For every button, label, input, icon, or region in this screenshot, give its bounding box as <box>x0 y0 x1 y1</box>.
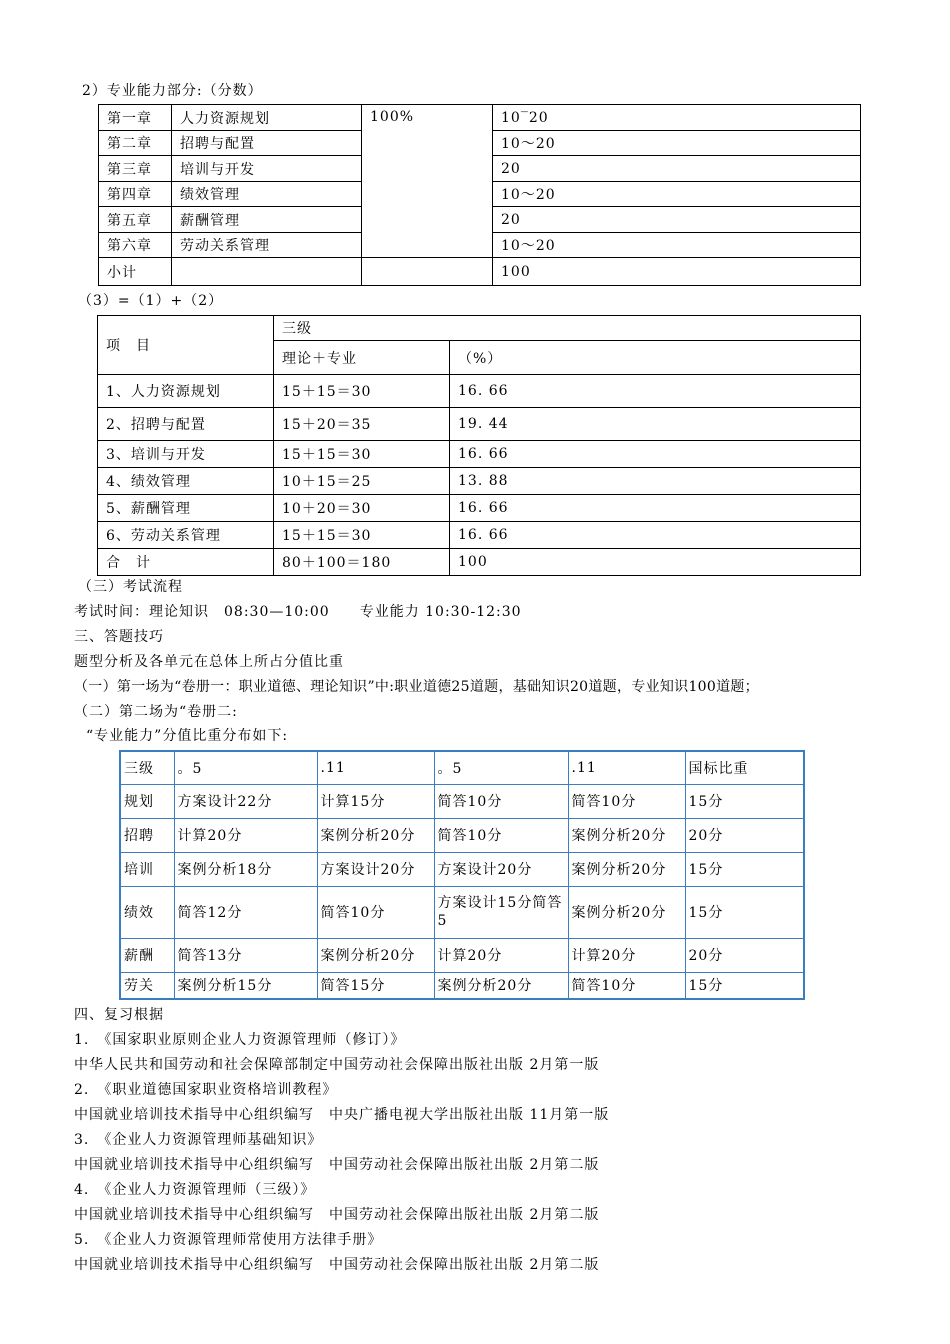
chapter-name-cell: 劳动关系管理 <box>172 233 362 258</box>
value-cell: 案例分析20分 <box>568 818 685 852</box>
total-sum: 80＋100＝180 <box>274 549 450 576</box>
pct-cell: 16. 66 <box>450 375 861 408</box>
item-cell: 5、薪酬管理 <box>98 495 274 522</box>
chapter-cell: 第五章 <box>99 207 172 233</box>
exam-process-heading: （三）考试流程 <box>78 579 183 595</box>
table-row <box>98 522 861 549</box>
score-cell: 10‾20 <box>493 105 861 131</box>
value-cell: 方案设计15分简答5 <box>434 886 568 938</box>
skill-weight-table <box>119 750 805 1000</box>
value-cell: 计算15分 <box>317 784 434 818</box>
weight-cell: 20分 <box>685 818 804 852</box>
analysis-line: 题型分析及各单元在总体上所占分值比重 <box>74 654 344 670</box>
module-cell: 培训 <box>120 852 174 886</box>
weight-cell: 15分 <box>685 852 804 886</box>
pct-cell: 13. 88 <box>450 468 861 495</box>
value-cell: 案例分析20分 <box>568 886 685 938</box>
pct-cell: 19. 44 <box>450 408 861 441</box>
pct-cell: 16. 66 <box>450 522 861 549</box>
table-row <box>98 375 861 408</box>
chapter-cell: 第三章 <box>99 156 172 182</box>
value-cell: 案例分析20分 <box>317 938 434 972</box>
value-cell: 计算20分 <box>434 938 568 972</box>
table-row <box>120 852 804 886</box>
reference-title: 3. 《企业人力资源管理师基础知识》 <box>74 1132 323 1148</box>
header-cell: 三级 <box>120 751 174 784</box>
reference-title: 2. 《职业道德国家职业资格培训教程》 <box>74 1082 338 1098</box>
weight-cell: 15分 <box>685 972 804 999</box>
table-row <box>98 495 861 522</box>
table-row <box>98 408 861 441</box>
answer-tips-heading: 三、答题技巧 <box>74 629 164 645</box>
subtotal-row <box>99 258 861 286</box>
sum-cell: 10＋15＝25 <box>274 468 450 495</box>
value-cell: 计算20分 <box>568 938 685 972</box>
chapter-name-cell: 培训与开发 <box>172 156 362 182</box>
reference-title: 5. 《企业人力资源管理师常使用方法律手册》 <box>74 1232 383 1248</box>
level-three-table <box>97 315 861 576</box>
module-cell: 薪酬 <box>120 938 174 972</box>
reference-detail: 中国就业培训技术指导中心组织编写 中国劳动社会保障出版社出版 2月第二版 <box>74 1157 600 1173</box>
table-row <box>120 972 804 999</box>
score-cell: 10～20 <box>493 233 861 258</box>
chapter-cell: 第六章 <box>99 233 172 258</box>
module-cell: 绩效 <box>120 886 174 938</box>
review-heading: 四、复习根据 <box>74 1007 164 1023</box>
value-cell: 案例分析18分 <box>174 852 317 886</box>
item-cell: 1、人力资源规划 <box>98 375 274 408</box>
total-label: 合 计 <box>98 549 274 576</box>
value-cell: 案例分析20分 <box>317 818 434 852</box>
table-row <box>120 784 804 818</box>
module-cell: 招聘 <box>120 818 174 852</box>
chapter-name-cell: 人力资源规划 <box>172 105 362 131</box>
table-row <box>99 105 861 131</box>
value-cell: 简答15分 <box>317 972 434 999</box>
table-header-row <box>98 316 861 341</box>
section-a-heading: 2）专业能力部分:（分数） <box>82 83 263 99</box>
professional-score-table <box>98 104 861 286</box>
chapter-cell: 第二章 <box>99 131 172 156</box>
subtotal-label: 小计 <box>99 258 172 286</box>
reference-detail: 中国就业培训技术指导中心组织编写 中国劳动社会保障出版社出版 2月第二版 <box>74 1257 600 1273</box>
subtotal-score: 100 <box>493 258 861 286</box>
weight-cell: 15分 <box>685 886 804 938</box>
distribution-intro: “专业能力”分值比重分布如下: <box>86 728 289 744</box>
sum-header: 理论＋专业 <box>274 341 450 375</box>
value-cell: 简答10分 <box>568 784 685 818</box>
header-cell: 国标比重 <box>685 751 804 784</box>
table-row <box>120 938 804 972</box>
value-cell: 方案设计22分 <box>174 784 317 818</box>
module-cell: 规划 <box>120 784 174 818</box>
sum-cell: 10＋20＝30 <box>274 495 450 522</box>
value-cell: 简答12分 <box>174 886 317 938</box>
level-header: 三级 <box>274 316 861 341</box>
item-header: 项 目 <box>98 316 274 375</box>
reference-detail: 中国就业培训技术指导中心组织编写 中央广播电视大学出版社出版 11月第一版 <box>74 1107 610 1123</box>
item-cell: 2、招聘与配置 <box>98 408 274 441</box>
table-header-row <box>120 751 804 784</box>
weight-cell: 15分 <box>685 784 804 818</box>
total-row <box>98 549 861 576</box>
value-cell: 简答10分 <box>434 818 568 852</box>
reference-detail: 中国就业培训技术指导中心组织编写 中国劳动社会保障出版社出版 2月第二版 <box>74 1207 600 1223</box>
weight-cell: 20分 <box>685 938 804 972</box>
table-row <box>120 886 804 938</box>
chapter-cell: 第一章 <box>99 105 172 131</box>
item-cell: 4、绩效管理 <box>98 468 274 495</box>
table-row <box>120 818 804 852</box>
score-cell: 10～20 <box>493 182 861 207</box>
sum-cell: 15＋20＝35 <box>274 408 450 441</box>
value-cell: 简答10分 <box>568 972 685 999</box>
value-cell: 案例分析20分 <box>434 972 568 999</box>
value-cell: 案例分析20分 <box>568 852 685 886</box>
sum-cell: 15＋15＝30 <box>274 441 450 468</box>
item-cell: 3、培训与开发 <box>98 441 274 468</box>
table-row <box>98 441 861 468</box>
pct-cell: 16. 66 <box>450 495 861 522</box>
sum-cell: 15＋15＝30 <box>274 375 450 408</box>
first-session-line: （一）第一场为“卷册一：职业道德、理论知识”中:职业道德25道题，基础知识20道题，专业知识100道题； <box>74 679 759 695</box>
chapter-name-cell: 招聘与配置 <box>172 131 362 156</box>
percent-cell: 100% <box>362 105 493 258</box>
exam-time-line: 考试时间：理论知识 08:30—10:00 专业能力 10:30-12:30 <box>74 604 522 620</box>
score-cell: 20 <box>493 156 861 182</box>
reference-title: 4. 《企业人力资源管理师（三级）》 <box>74 1182 316 1198</box>
value-cell: 案例分析15分 <box>174 972 317 999</box>
value-cell: 简答10分 <box>434 784 568 818</box>
empty-cell <box>172 258 362 286</box>
reference-detail: 中华人民共和国劳动和社会保障部制定中国劳动社会保障出版社出版 2月第一版 <box>74 1057 600 1073</box>
pct-cell: 16. 66 <box>450 441 861 468</box>
value-cell: 计算20分 <box>174 818 317 852</box>
header-cell: .11 <box>317 751 434 784</box>
value-cell: 方案设计20分 <box>317 852 434 886</box>
section-b-heading: （3）=（1）+（2） <box>78 293 224 309</box>
header-cell: .11 <box>568 751 685 784</box>
header-cell: 。5 <box>174 751 317 784</box>
reference-title: 1. 《国家职业原则企业人力资源管理师（修订）》 <box>74 1032 406 1048</box>
item-cell: 6、劳动关系管理 <box>98 522 274 549</box>
value-cell: 简答13分 <box>174 938 317 972</box>
sum-cell: 15＋15＝30 <box>274 522 450 549</box>
score-cell: 20 <box>493 207 861 233</box>
value-cell: 简答10分 <box>317 886 434 938</box>
module-cell: 劳关 <box>120 972 174 999</box>
header-cell: 。5 <box>434 751 568 784</box>
chapter-name-cell: 薪酬管理 <box>172 207 362 233</box>
table-row <box>98 468 861 495</box>
value-cell: 方案设计20分 <box>434 852 568 886</box>
pct-header: （%） <box>450 341 861 375</box>
chapter-cell: 第四章 <box>99 182 172 207</box>
chapter-name-cell: 绩效管理 <box>172 182 362 207</box>
total-pct: 100 <box>450 549 861 576</box>
second-session-line: （二）第二场为“卷册二: <box>74 704 238 720</box>
empty-cell <box>362 258 493 286</box>
score-cell: 10～20 <box>493 131 861 156</box>
